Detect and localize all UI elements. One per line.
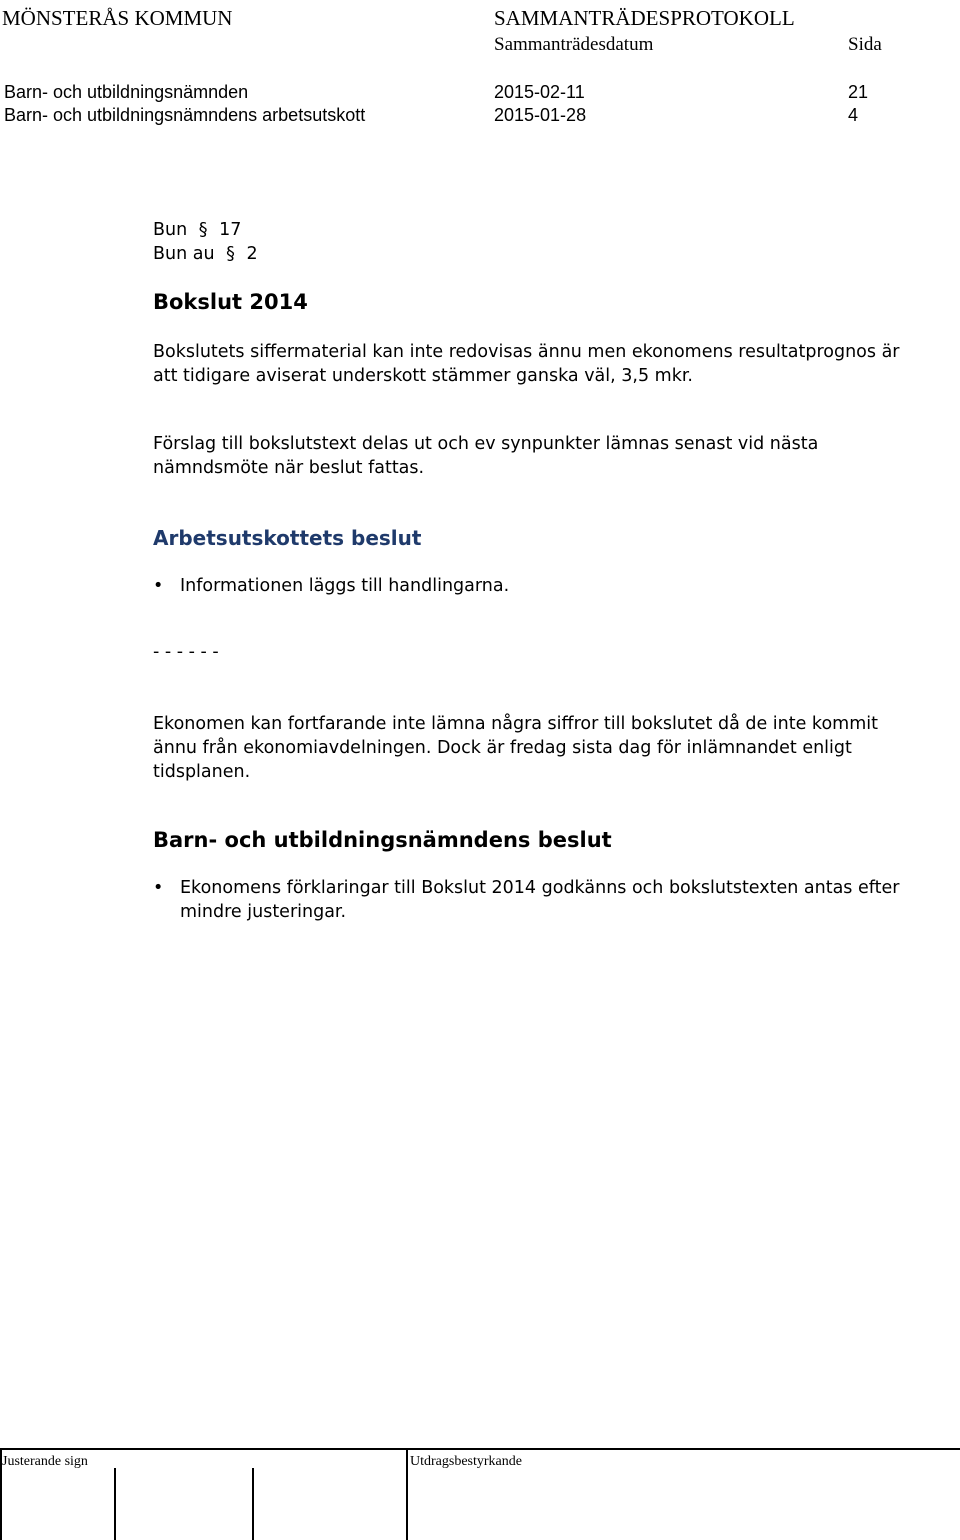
paragraph-number: 17 [219, 220, 242, 240]
bullet-icon: • [153, 576, 164, 596]
page-number: 4 [848, 105, 859, 125]
paragraph-ref [153, 220, 241, 240]
committee-name: Barn- och utbildningsnämndens arbetsutskott [4, 105, 366, 125]
au-decision-text: Informationen läggs till handlingarna. [180, 576, 510, 596]
page-number: 21 [848, 82, 869, 102]
document-type: SAMMANTRÄDESPROTOKOLL [494, 6, 795, 30]
signature-box-border [0, 1448, 2, 1540]
section-symbol: § [198, 220, 208, 240]
page-label: Sida [848, 34, 882, 55]
list-item [153, 574, 913, 598]
paragraph-prefix: Bun au [153, 244, 215, 264]
committee-name: Barn- och utbildningsnämnden [4, 82, 249, 102]
signature-box-border [406, 1448, 408, 1540]
justerande-label: Justerande sign [2, 1454, 88, 1469]
signature-box-border [114, 1468, 116, 1540]
paragraph-economist: Ekonomen kan fortfarande inte lämna några siffror till bokslutet då de inte kommit ännu från ekonomiavdelningen. Dock är fredag sista dag för inlämnandet enligt tidsplanen. [153, 714, 878, 782]
paragraph-ref [153, 244, 258, 264]
section-symbol: § [226, 244, 235, 264]
paragraph-proposal: Förslag till bokslutstext delas ut och ev synpunkter lämnas senast vid nästa nämndsmöte när beslut fattas. [153, 434, 819, 478]
paragraph-number: 2 [246, 244, 258, 264]
municipality-name: MÖNSTERÅS KOMMUN [2, 6, 233, 30]
au-decision-heading: Arbetsutskottets beslut [153, 526, 422, 550]
paragraph-results: Bokslutets siffermaterial kan inte redovisas ännu men ekonomens resultatprognos är att tidigare aviserat underskott stämmer ganska väl, 3,5 mkr. [153, 342, 900, 386]
bun-decision-text: Ekonomens förklaringar till Bokslut 2014 godkänns och bokslutstexten antas efter mindre justeringar. [180, 878, 900, 922]
bun-decision-heading: Barn- och utbildningsnämndens beslut [153, 828, 612, 852]
paragraph-prefix: Bun [153, 220, 188, 240]
signature-box-border [252, 1468, 254, 1540]
utdrag-label: Utdragsbestyrkande [410, 1454, 522, 1469]
page-title: Bokslut 2014 [153, 290, 308, 314]
bullet-icon: • [153, 878, 164, 898]
meeting-date: 2015-01-28 [494, 105, 587, 125]
list-item [153, 876, 933, 924]
footer-divider [0, 1448, 960, 1450]
meeting-date: 2015-02-11 [494, 82, 585, 102]
date-label: Sammanträdesdatum [494, 34, 654, 55]
separator: - - - - - - [153, 642, 219, 662]
